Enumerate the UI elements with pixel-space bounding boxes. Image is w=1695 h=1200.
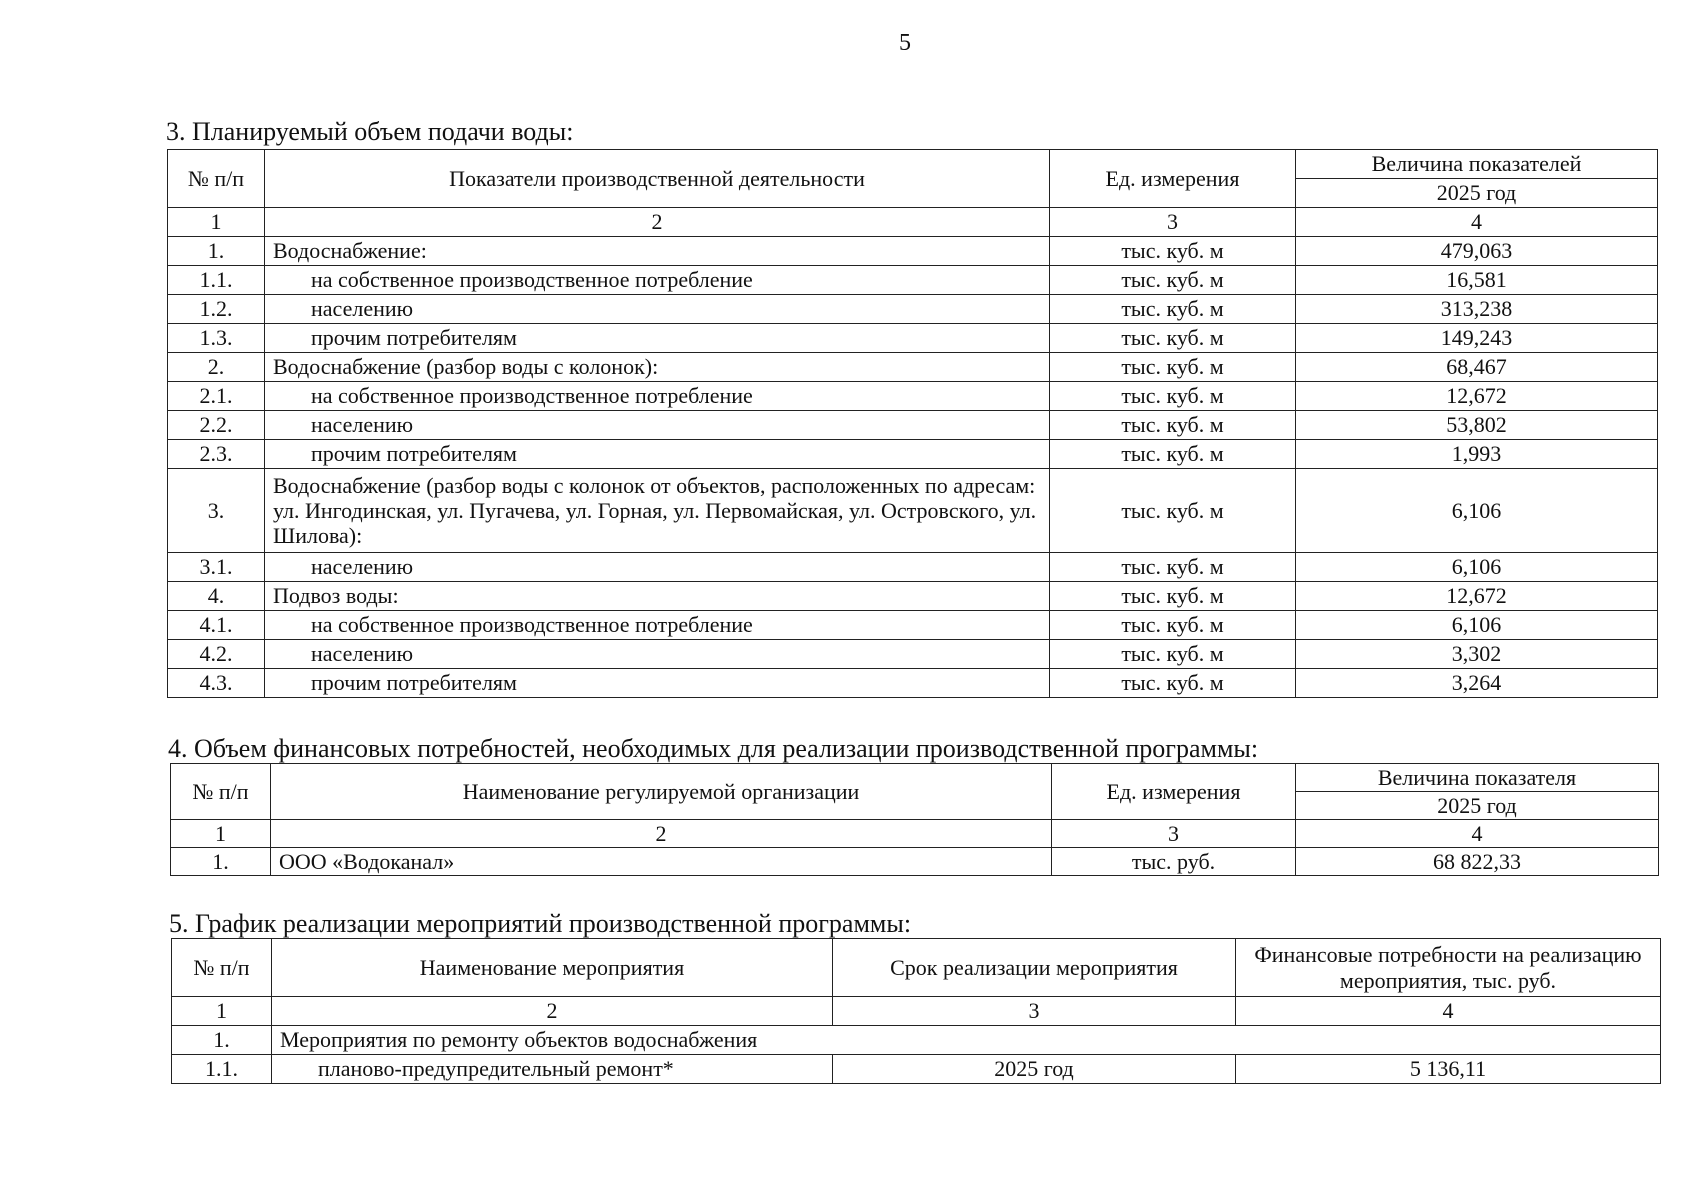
row-value: 1,993 <box>1296 440 1658 469</box>
row-num: 1. <box>168 237 265 266</box>
row-value: 479,063 <box>1296 237 1658 266</box>
table-row <box>168 640 1658 669</box>
row-unit: тыс. куб. м <box>1050 411 1296 440</box>
column-number-row <box>168 208 1658 237</box>
row-num: 1.1. <box>172 1055 272 1084</box>
row-value: 16,581 <box>1296 266 1658 295</box>
row-num: 1.1. <box>168 266 265 295</box>
row-unit: тыс. куб. м <box>1050 640 1296 669</box>
table-row <box>168 411 1658 440</box>
row-num: 1.3. <box>168 324 265 353</box>
column-number-row <box>171 820 1659 848</box>
financial-needs-table <box>170 763 1659 876</box>
row-num: 1. <box>171 848 271 876</box>
table-row <box>168 353 1658 382</box>
row-name: населению <box>265 411 1050 440</box>
col-number: 4 <box>1296 208 1658 237</box>
row-name: на собственное производственное потребление <box>265 611 1050 640</box>
header-event: Наименование мероприятия <box>272 939 833 997</box>
row-unit: тыс. куб. м <box>1050 295 1296 324</box>
col-number: 1 <box>172 997 272 1026</box>
row-value: 6,106 <box>1296 469 1658 553</box>
table-row <box>168 266 1658 295</box>
row-unit: тыс. руб. <box>1052 848 1296 876</box>
col-number: 2 <box>271 820 1052 848</box>
column-number-row <box>172 997 1661 1026</box>
row-num: 3. <box>168 469 265 553</box>
row-num: 2.3. <box>168 440 265 469</box>
col-number: 3 <box>1050 208 1296 237</box>
row-name: Водоснабжение: <box>265 237 1050 266</box>
table-row <box>172 1055 1661 1084</box>
section-3-title: 3. Планируемый объем подачи воды: <box>166 117 574 146</box>
table-row <box>168 469 1658 553</box>
row-value: 12,672 <box>1296 382 1658 411</box>
row-name: населению <box>265 640 1050 669</box>
row-value: 313,238 <box>1296 295 1658 324</box>
table-row <box>168 582 1658 611</box>
table-row <box>168 295 1658 324</box>
row-value: 3,264 <box>1296 669 1658 698</box>
row-name: населению <box>265 295 1050 324</box>
row-value: 6,106 <box>1296 553 1658 582</box>
row-name: прочим потребителям <box>265 669 1050 698</box>
row-value: 68,467 <box>1296 353 1658 382</box>
row-num: 4.1. <box>168 611 265 640</box>
col-number: 2 <box>265 208 1050 237</box>
header-num: № п/п <box>168 150 265 208</box>
row-name: на собственное производственное потребление <box>265 266 1050 295</box>
row-name: населению <box>265 553 1050 582</box>
row-unit: тыс. куб. м <box>1050 324 1296 353</box>
table-group-row <box>172 1026 1661 1055</box>
row-value: 6,106 <box>1296 611 1658 640</box>
row-value: 5 136,11 <box>1236 1055 1661 1084</box>
row-unit: тыс. куб. м <box>1050 611 1296 640</box>
row-unit: тыс. куб. м <box>1050 440 1296 469</box>
group-num: 1. <box>172 1026 272 1055</box>
col-number: 3 <box>833 997 1236 1026</box>
table-row <box>168 669 1658 698</box>
col-number: 1 <box>171 820 271 848</box>
page-number: 5 <box>899 30 911 56</box>
header-term: Срок реализации мероприятия <box>833 939 1236 997</box>
header-org: Наименование регулируемой организации <box>271 764 1052 820</box>
row-name: на собственное производственное потребление <box>265 382 1050 411</box>
table-row <box>168 382 1658 411</box>
row-num: 1.2. <box>168 295 265 324</box>
row-num: 2.2. <box>168 411 265 440</box>
row-unit: тыс. куб. м <box>1050 669 1296 698</box>
col-number: 1 <box>168 208 265 237</box>
header-year: 2025 год <box>1296 179 1658 208</box>
row-value: 53,802 <box>1296 411 1658 440</box>
row-unit: тыс. куб. м <box>1050 469 1296 553</box>
row-unit: тыс. куб. м <box>1050 266 1296 295</box>
row-name: ООО «Водоканал» <box>271 848 1052 876</box>
header-year: 2025 год <box>1296 792 1659 820</box>
header-num: № п/п <box>172 939 272 997</box>
row-unit: тыс. куб. м <box>1050 582 1296 611</box>
header-indicator: Показатели производственной деятельности <box>265 150 1050 208</box>
col-number: 4 <box>1236 997 1661 1026</box>
row-name: Подвоз воды: <box>265 582 1050 611</box>
section-5-title: 5. График реализации мероприятий производственной программы: <box>169 909 912 938</box>
row-name: планово-предупредительный ремонт* <box>272 1055 833 1084</box>
col-number: 3 <box>1052 820 1296 848</box>
header-unit: Ед. измерения <box>1052 764 1296 820</box>
row-num: 4.3. <box>168 669 265 698</box>
row-num: 4. <box>168 582 265 611</box>
row-name: прочим потребителям <box>265 440 1050 469</box>
row-unit: тыс. куб. м <box>1050 382 1296 411</box>
group-name: Мероприятия по ремонту объектов водоснабжения <box>272 1026 1661 1055</box>
row-value: 68 822,33 <box>1296 848 1659 876</box>
header-value: Величина показателя <box>1296 764 1659 792</box>
row-value: 3,302 <box>1296 640 1658 669</box>
table-row <box>168 440 1658 469</box>
table-row <box>168 611 1658 640</box>
row-name: прочим потребителям <box>265 324 1050 353</box>
table-row <box>168 553 1658 582</box>
col-number: 2 <box>272 997 833 1026</box>
row-value: 149,243 <box>1296 324 1658 353</box>
row-value: 12,672 <box>1296 582 1658 611</box>
col-number: 4 <box>1296 820 1659 848</box>
table-row <box>171 848 1659 876</box>
row-num: 2.1. <box>168 382 265 411</box>
row-num: 2. <box>168 353 265 382</box>
section-4-title: 4. Объем финансовых потребностей, необходимых для реализации производственной программы: <box>168 734 1259 763</box>
row-name: Водоснабжение (разбор воды с колонок от объектов, расположенных по адресам: ул. Ингодинская, ул. Пугачева, ул. Горная, ул. Первомайская, ул. Островского, ул. Шилова): <box>265 469 1050 553</box>
row-unit: тыс. куб. м <box>1050 237 1296 266</box>
header-num: № п/п <box>171 764 271 820</box>
header-finance: Финансовые потребности на реализацию мероприятия, тыс. руб. <box>1236 939 1661 997</box>
row-name: Водоснабжение (разбор воды с колонок): <box>265 353 1050 382</box>
row-unit: тыс. куб. м <box>1050 553 1296 582</box>
header-unit: Ед. измерения <box>1050 150 1296 208</box>
water-supply-table <box>167 149 1658 698</box>
schedule-table <box>171 938 1661 1084</box>
row-num: 4.2. <box>168 640 265 669</box>
header-value: Величина показателей <box>1296 150 1658 179</box>
table-row <box>168 237 1658 266</box>
row-term: 2025 год <box>833 1055 1236 1084</box>
row-unit: тыс. куб. м <box>1050 353 1296 382</box>
row-num: 3.1. <box>168 553 265 582</box>
table-row <box>168 324 1658 353</box>
